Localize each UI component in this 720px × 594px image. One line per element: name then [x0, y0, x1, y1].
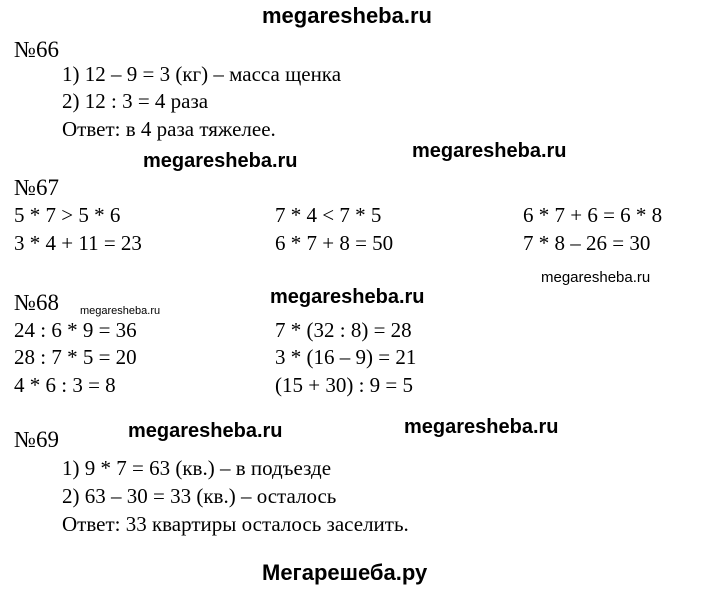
problem-67-expr: 7 * 4 < 7 * 5	[275, 203, 382, 227]
watermark-top: megaresheba.ru	[262, 3, 432, 28]
problem-68-expr: 28 : 7 * 5 = 20	[14, 345, 137, 369]
watermark: megaresheba.ru	[412, 140, 567, 162]
problem-68-expr: (15 + 30) : 9 = 5	[275, 373, 414, 397]
problem-66-line-1: 1) 12 – 9 = 3 (кг) – масса щенка	[62, 62, 342, 86]
problem-67-expr: 3 * 4 + 11 = 23	[14, 231, 142, 255]
problem-69-line-2: 2) 63 – 30 = 33 (кв.) – осталось	[62, 484, 337, 508]
watermark: megaresheba.ru	[128, 420, 283, 442]
watermark: megaresheba.ru	[541, 269, 651, 286]
watermark: megaresheba.ru	[270, 286, 425, 308]
watermark: megaresheba.ru	[143, 150, 298, 172]
problem-67-expr: 7 * 8 – 26 = 30	[523, 231, 651, 255]
problem-69-line-1: 1) 9 * 7 = 63 (кв.) – в подъезде	[62, 456, 332, 480]
footer-watermark: Мегарешеба.ру	[262, 560, 428, 585]
problem-66-answer: Ответ: в 4 раза тяжелее.	[62, 117, 276, 141]
problem-69-title: №69	[14, 427, 59, 452]
problem-67-title: №67	[14, 175, 59, 200]
problem-66-line-2: 2) 12 : 3 = 4 раза	[62, 89, 209, 113]
problem-68-expr: 4 * 6 : 3 = 8	[14, 373, 116, 397]
problem-69-answer: Ответ: 33 квартиры осталось заселить.	[62, 512, 409, 536]
problem-68-expr: 7 * (32 : 8) = 28	[275, 318, 412, 342]
problem-68-expr: 24 : 6 * 9 = 36	[14, 318, 137, 342]
problem-68-title: №68	[14, 290, 59, 315]
problem-67-expr: 5 * 7 > 5 * 6	[14, 203, 121, 227]
problem-68-expr: 3 * (16 – 9) = 21	[275, 345, 417, 369]
watermark: megaresheba.ru	[80, 305, 161, 317]
problem-67-expr: 6 * 7 + 8 = 50	[275, 231, 394, 255]
watermark: megaresheba.ru	[404, 416, 559, 438]
problem-67-expr: 6 * 7 + 6 = 6 * 8	[523, 203, 663, 227]
problem-66-title: №66	[14, 37, 59, 62]
